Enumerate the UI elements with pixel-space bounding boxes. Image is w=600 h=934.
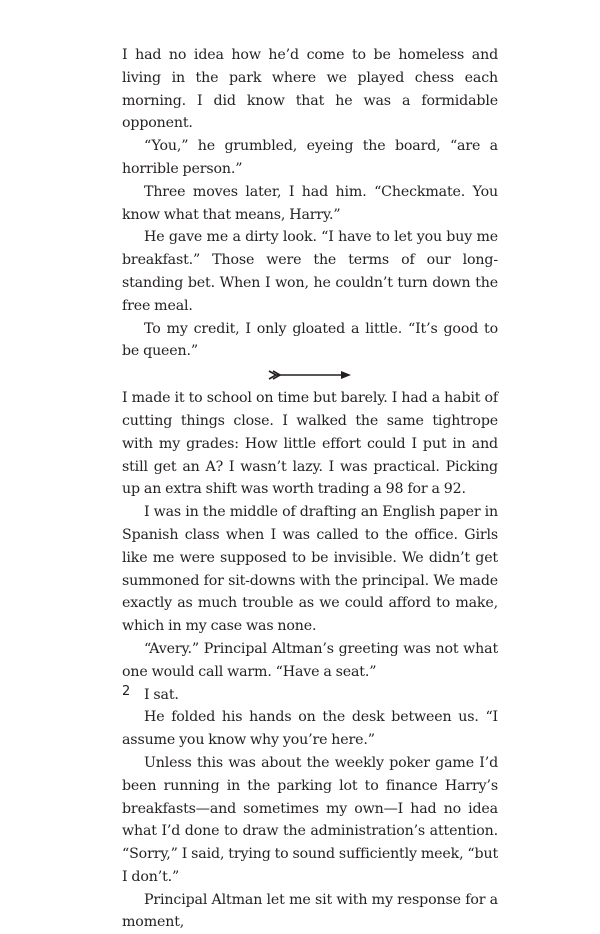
book-page — [122, 44, 498, 934]
paragraph: “Avery.” Principal Altman’s greeting was not what one would call warm. “Have a seat.” — [122, 640, 498, 680]
paragraph: He gave me a dirty look. “I have to let you buy me breakfast.” Those were the terms of our long-standing bet. When I won, he couldn’t turn down the free meal. — [122, 229, 498, 314]
paragraph: Three moves later, I had him. “Checkmate. You know what that means, Harry.” — [122, 183, 498, 223]
paragraph: I had no idea how he’d come to be homeless and living in the park where we played chess each morning. I did know that he was a formidable opponent. — [122, 47, 498, 132]
paragraph: To my credit, I only gloated a little. “It’s good to be queen.” — [122, 320, 498, 360]
paragraph: I made it to school on time but barely. I had a habit of cutting things close. I walked the same tightrope with my grades: How little effort could I put in and still get an A? I wasn’t lazy. I was practical. Picking up an extra shift was worth trading a 98 for a 92. — [122, 390, 498, 498]
paragraph: He folded his hands on the desk between us. “I assume you know why you’re here.” — [122, 709, 498, 749]
paragraph: I sat. — [144, 686, 179, 703]
paragraph: I was in the middle of drafting an English paper in Spanish class when I was called to the office. Girls like me were supposed to be invisible. We didn’t get summoned for sit-downs with the principal. We made exactly as much trouble as we could afford to make, which in my case was none. — [122, 504, 498, 635]
paragraph: “You,” he grumbled, eyeing the board, “are a horrible person.” — [122, 138, 498, 177]
scene-break — [122, 363, 498, 387]
paragraph: Principal Altman let me sit with my response for a moment, — [122, 891, 498, 931]
page-number: 2 — [122, 684, 131, 699]
arrow-ornament-icon — [267, 370, 353, 380]
paragraph: Unless this was about the weekly poker game I’d been running in the parking lot to finance Harry’s breakfasts—and sometimes my own—I had no idea what I’d done to draw the administration’s attention. “Sorry,” I said, trying to sound sufficiently meek, “but I don’t.” — [122, 754, 498, 885]
